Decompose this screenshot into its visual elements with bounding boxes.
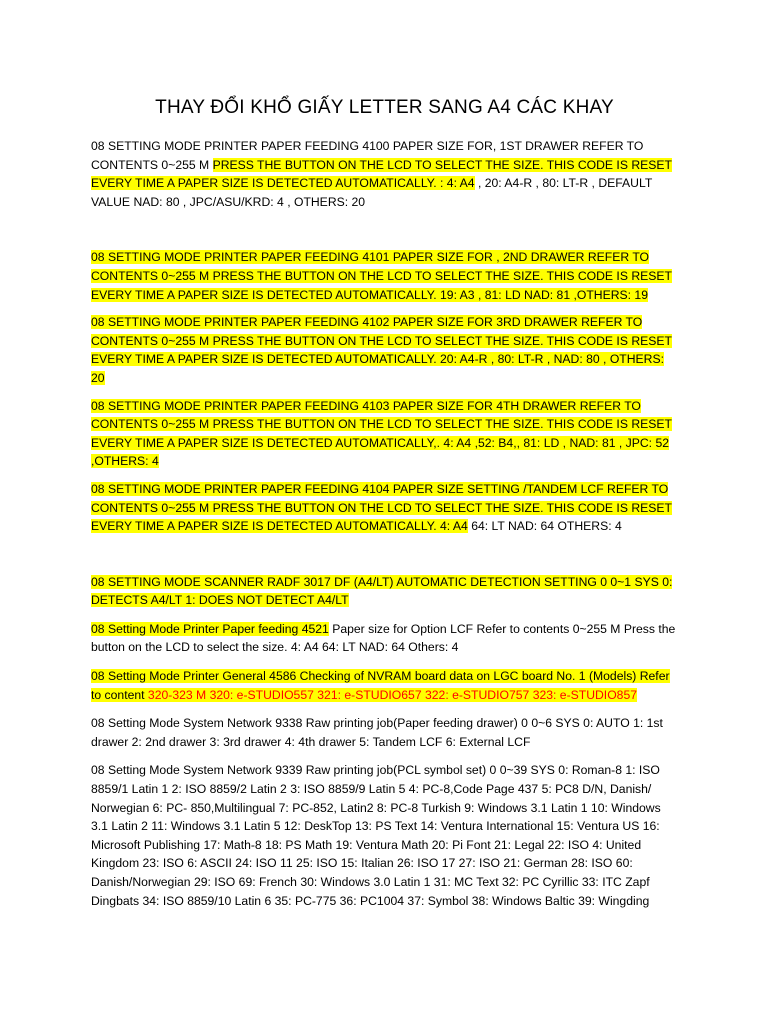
text-run: 64: LT NAD: 64 OTHERS: 4 [467,519,622,534]
highlighted-text: B4,, 81: LD , NAD: 81 , JPC: 52 ,OTHERS: 4 [91,435,670,469]
paragraph-4521 [91,620,678,657]
highlighted-text: 08 SETTING MODE PRINTER PAPER FEEDING 4101 PAPER SIZE FOR , 2ND DRAWER REFER TO CONTENTS 0~255 M PRESS THE BUTTON ON THE LCD TO SELECT THE SIZE. THIS CODE IS RESET EVERY TIME A PAPER SIZE IS DETECTED AUTOMATICALLY. 19: A3 , 81: LD NAD: 81 ,OTHERS: 19 [91,250,672,302]
paragraph-4102 [91,313,678,387]
text-run: , 20: A4-R , 80: LT-R , DEFAULT VALUE NAD: 80 , JPC/ASU/KRD: 4 , OTHERS: 20 [91,176,653,209]
highlighted-text: PRESS THE BUTTON ON THE LCD TO SELECT THE SIZE. THIS CODE IS RESET EVERY TIME A PAPER SIZE IS DETECTED AUTOMATICALLY. : 4: A4 [91,157,672,191]
text-run: Paper size for Option LCF Refer to contents 0~255 M Press the button on the LCD to select the size. 4: A4 64: LT NAD: 64 Others: 4 [91,621,676,655]
paragraph-4100 [91,137,678,211]
text-run: 08 Setting Mode System Network 9339 Raw printing job(PCL symbol set) 0 0~39 SYS 0: Roman-8 1: ISO 8859/1 Latin 1 2: ISO 8859/2 Latin 2 3: ISO 8859/9 Latin 5 4: PC-8,Code Page 437 5: PC8 D/N, Danish/ Norwegian 6: PC- 850,Multilingual 7: PC-852, Latin2 8: PC-8 Turkish 9: Windows 3.1 Latin 1 10: Windows 3.1 Latin 2 11: Windows 3.1 Latin 5 12: DeskTop 13: PS Text 14: Ventura International 15: Ventura US 16: Microsoft Publishing 17: Math-8 18: PS Math 19: Ventura Math 20: Pi Font 21: Legal 22: ISO 4: United Kingdom 23: ISO 6: ASCII 24: ISO 11 25: ISO 15: Italian 26: ISO 17 27: ISO 21: German 28: ISO 60: Danish/Norwegian 29: ISO 69: French 30: Windows 3.0 Latin 1 31: MC Text 32: PC Cyrillic 33: ITC Zapf Dingbats 34: ISO 8859/10 Latin 6 35: PC-775 36: PC1004 37: Symbol 38: Windows Baltic 39: Wingding [91,763,661,908]
paragraph-9339 [91,761,678,910]
highlighted-text: 08 Setting Mode Printer General 4586 Checking of NVRAM board data on LGC board No. 1 (Models) Refer to content [91,669,670,702]
highlighted-text: 08 SETTING MODE SCANNER RADF 3017 DF (A4/LT) AUTOMATIC DETECTION SETTING 0 0~1 SYS 0: DETECTS A4/LT 1: DOES NOT DETECT A4/LT [91,574,673,608]
highlighted-text: 08 Setting Mode Printer Paper feeding 4521 [91,621,329,636]
paragraph-3017 [91,573,678,610]
text-run: 08 SETTING MODE PRINTER PAPER FEEDING 4100 PAPER SIZE FOR, 1ST DRAWER REFER TO CONTENTS 0~255 M [91,139,644,172]
page-title: THAY ĐỔI KHỔ GIẤY LETTER SANG A4 CÁC KHAY [155,97,614,118]
paragraph-4586 [91,667,678,704]
paragraph-4103 [91,397,678,471]
paragraph-4104 [91,480,678,536]
highlighted-text: 08 SETTING MODE PRINTER PAPER FEEDING 4102 PAPER SIZE FOR 3RD DRAWER REFER TO CONTENTS 0~255 M PRESS THE BUTTON ON THE LCD TO SELECT THE SIZE. THIS CODE IS RESET EVERY TIME A PAPER SIZE IS DETECTED AUTOMATICALLY. 20: A4-R , 80: LT-R , NAD: 80 , OTHERS: 20 [91,315,672,385]
highlighted-text: 08 SETTING MODE PRINTER PAPER FEEDING 4103 PAPER SIZE FOR 4TH DRAWER REFER TO CONTENTS 0~255 M PRESS THE BUTTON ON THE LCD TO SELECT THE SIZE. THIS CODE IS RESET EVERY TIME A PAPER SIZE IS DETECTED AUTOMATICALLY,. 4: A4 ,52: [91,398,672,450]
paragraph-4101 [91,248,678,304]
text-run: 08 Setting Mode System Network 9338 Raw printing job(Paper feeding drawer) 0 0~6 SYS 0: AUTO 1: 1st drawer 2: 2nd drawer 3: 3rd drawer 4: 4th drawer 5: Tandem LCF 6: External LCF [91,716,663,749]
paragraph-9338 [91,714,678,751]
highlighted-text: 08 SETTING MODE PRINTER PAPER FEEDING 4104 PAPER SIZE SETTING /TANDEM LCF REFER TO CONTENTS 0~255 M PRESS THE BUTTON ON THE LCD TO SELECT THE SIZE. THIS CODE IS RESET EVERY TIME A PAPER SIZE IS DETECTED AUTOMATICALLY. 4: A4 [91,481,672,534]
highlighted-red-text: 320-323 M 320: e-STUDIO557 321: e-STUDIO657 322: e-STUDIO757 323: e-STUDIO857 [147,687,638,702]
